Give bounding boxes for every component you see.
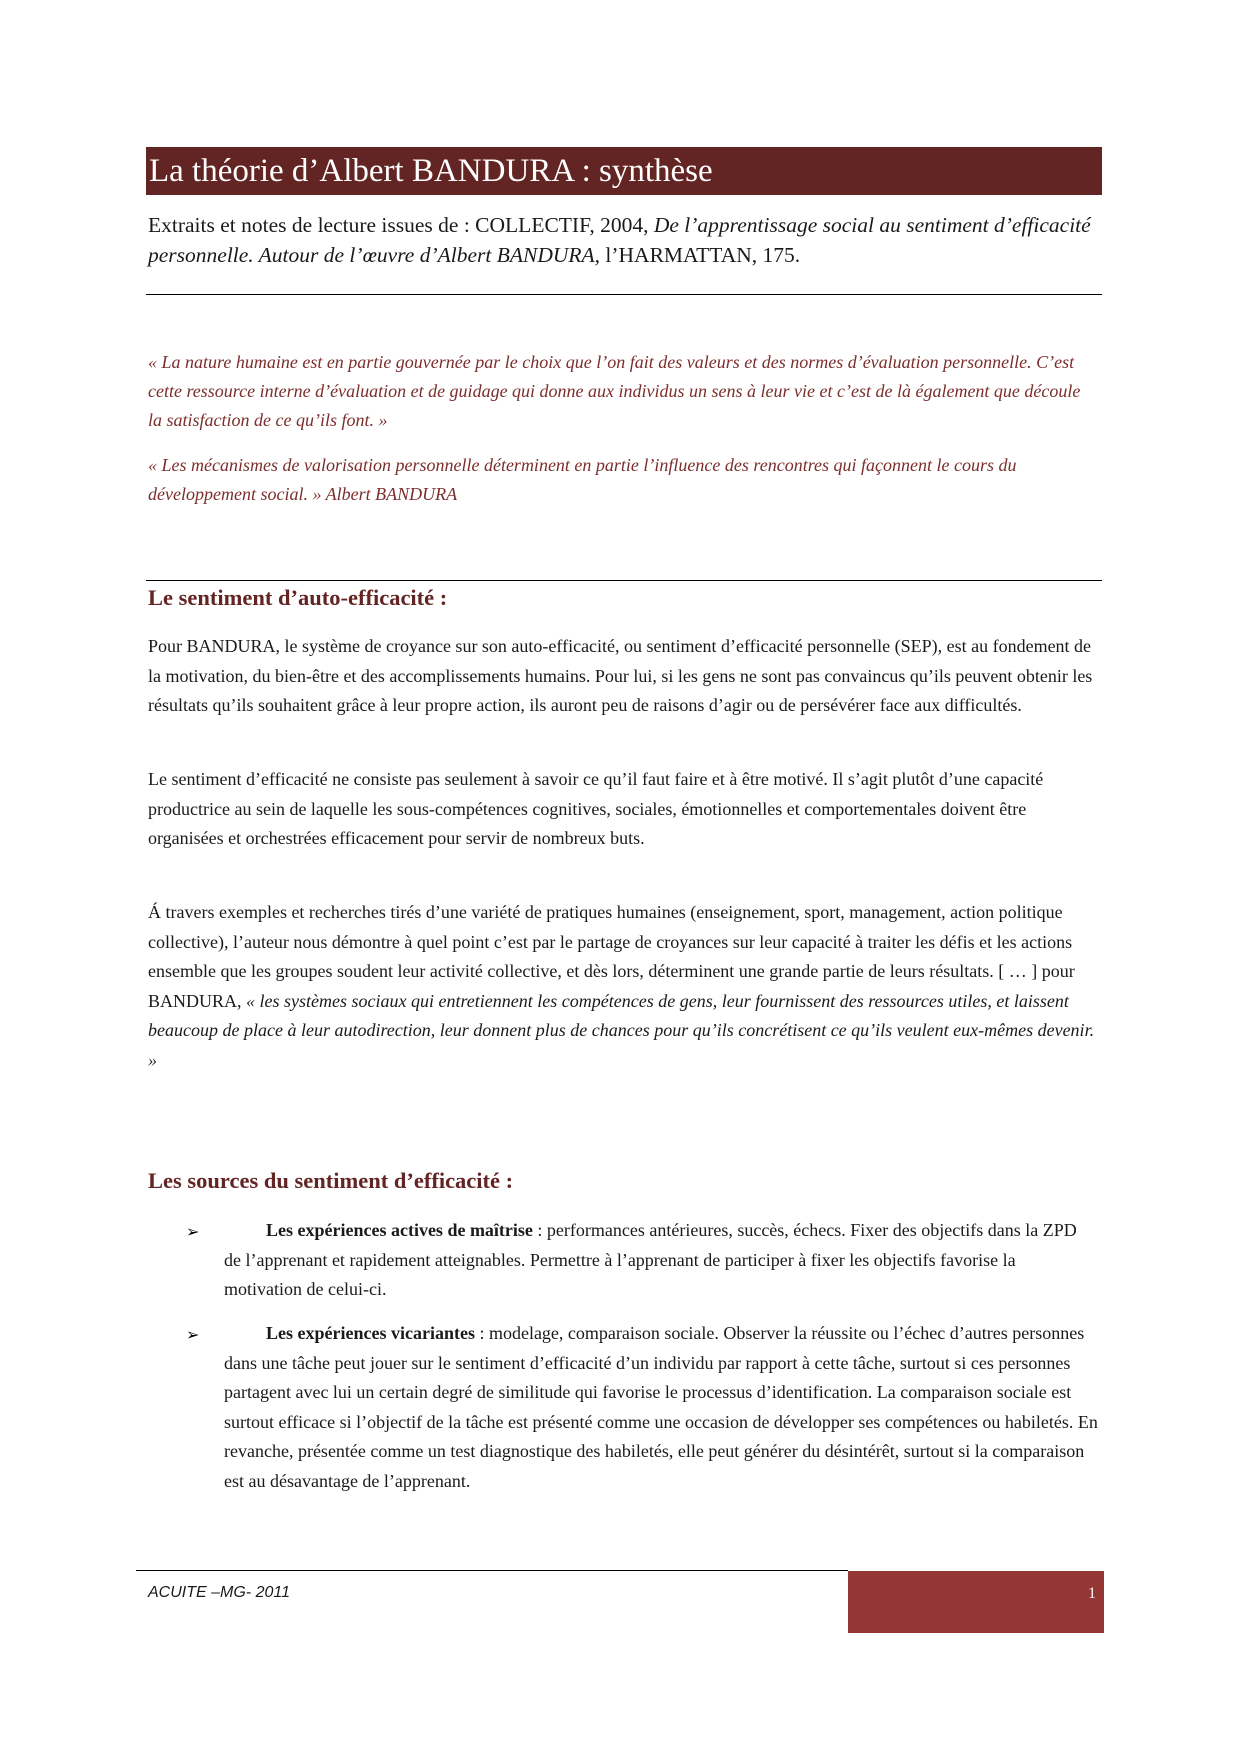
page-number: 1 [1088,1585,1096,1602]
citation-suffix: l’HARMATTAN, 175. [600,243,801,267]
list-item [224,1319,1098,1496]
page-title: La théorie d’Albert BANDURA : synthèse [149,153,713,189]
section-title-auto-efficacite: Le sentiment d’auto-efficacité : [148,585,448,610]
paragraph-1: Pour BANDURA, le système de croyance sur son auto-efficacité, ou sentiment d’efficacité personnelle (SEP), est au fondement de la motivation, du bien-être et des accomplissements humains. Pour lui, si les gens ne sont pas convaincus qu’ils peuvent obtenir les résultats qu’ils souhaitent grâce à leur propre action, ils auront peu de raisons d’agir ou de persévérer face aux difficultés. [148,636,1093,715]
section-title-sources: Les sources du sentiment d’efficacité : [148,1168,514,1193]
paragraph-3 [148,898,1098,1075]
list-item-text: : modelage, comparaison sociale. Observer la réussite ou l’échec d’autres personnes dans une tâche peut jouer sur le sentiment d’efficacité d’un individu par rapport à cette tâche, surtout si ces personnes partagent avec lui un certain degré de similitude qui favorise le processus d’identification. La comparaison sociale est surtout efficace si l’objectif de la tâche est présenté comme une occasion de développer ses compétences ou habiletés. En revanche, présentée comme un test diagnostique des habiletés, elle peut générer du désintérêt, surtout si la comparaison est au désavantage de l’apprenant. [224,1323,1098,1491]
arrowhead-bullet-icon: ➢ [186,1224,200,1241]
citation-prefix: Extraits et notes de lecture issues de : COLLECTIF, 2004, [148,213,654,237]
citation-book-title: De l’apprentissage social au sentiment d’efficacité personnelle. Autour de l’œuvre d’Albert BANDURA, [148,213,1091,267]
footer-text: ACUITE –MG- 2011 [148,1584,290,1601]
footer-divider [136,1570,848,1571]
list-item-lead: Les expériences vicariantes [266,1323,475,1343]
list-item [224,1216,1098,1305]
page-number-box [848,1571,1104,1633]
list-item-text: : performances antérieures, succès, échecs. Fixer des objectifs dans la ZPD de l’apprenant et rapidement atteignables. Permettre à l’apprenant de participer à fixer les objectifs favorise la motivation de celui-ci. [224,1220,1077,1299]
source-citation [148,210,1108,270]
paragraph-3-quote: « les systèmes sociaux qui entretiennent les compétences de gens, leur fournissent des ressources utiles, et laissent beaucoup de place à leur autodirection, leur donnent plus de chances pour qu’ils concrétisent ce qu’ils veulent eux-mêmes devenir. » [148,990,1095,1070]
epigraph-quote-1: « La nature humaine est en partie gouvernée par le choix que l’on fait des valeurs et des normes d’évaluation personnelle. C’est cette ressource interne d’évaluation et de guidage qui donne aux individus un sens à leur vie et c’est de là également que découle la satisfaction de ce qu’ils font. » [148,352,1081,430]
paragraph-3-text: Á travers exemples et recherches tirés d’une variété de pratiques humaines (enseignement, sport, management, action politique collective), l’auteur nous démontre à quel point c’est par le partage de croyances sur leur capacité à traiter les défis et les actions ensemble que les groupes soudent leur activité collective, et dès lors, déterminent une grande partie de leurs résultats. [ … ] pour BANDURA, [148,902,1075,1011]
paragraph-2: Le sentiment d’efficacité ne consiste pas seulement à savoir ce qu’il faut faire et à être motivé. Il s’agit plutôt d’une capacité productrice au sein de laquelle les sous-compétences cognitives, sociales, émotionnelles et comportementales doivent être organisées et orchestrées efficacement pour servir de nombreux buts. [148,769,1044,848]
section-divider [146,580,1102,581]
arrowhead-bullet-icon: ➢ [186,1327,200,1344]
title-bar [146,147,1102,195]
epigraph-quote-2: « Les mécanismes de valorisation personnelle déterminent en partie l’influence des rencontres qui façonnent le cours du développement social. » Albert BANDURA [148,455,1017,504]
header-divider [146,294,1102,295]
list-item-lead: Les expériences actives de maîtrise [266,1220,533,1240]
